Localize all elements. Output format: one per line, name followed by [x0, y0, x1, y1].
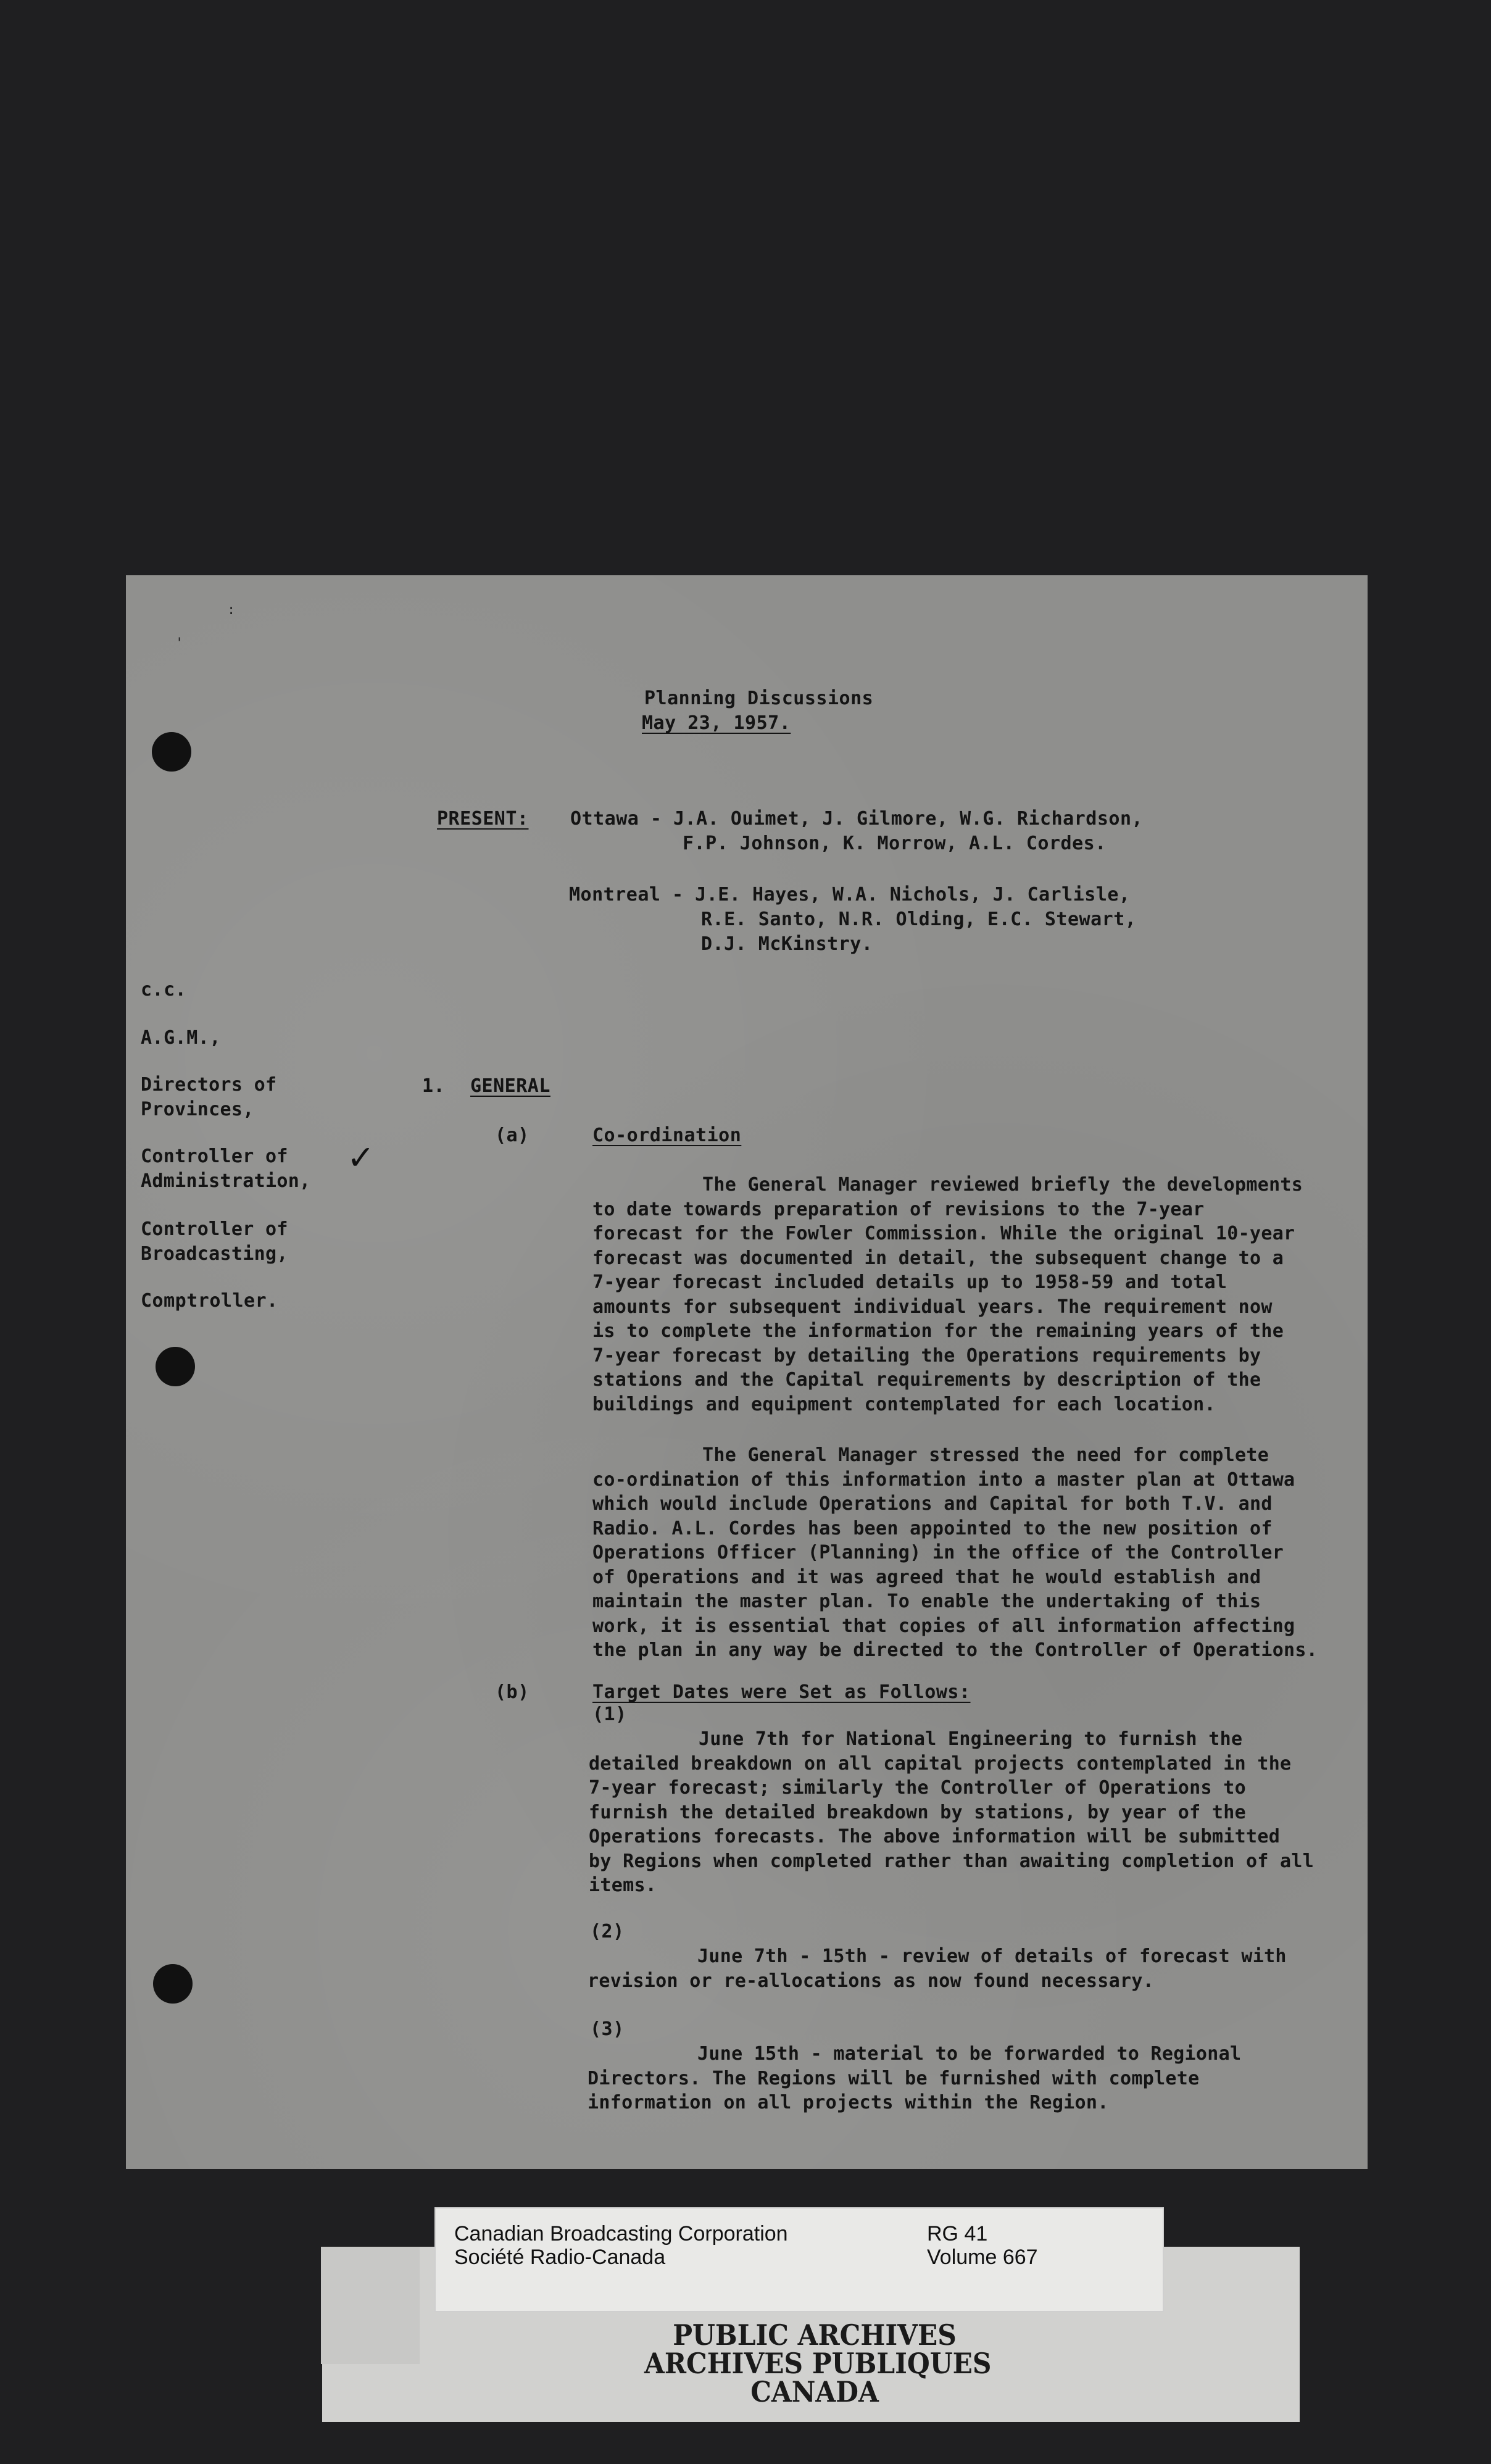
scan-mark: ' — [175, 636, 184, 651]
item-3-label: (3) — [590, 2018, 625, 2040]
ottawa-attendees-cont: F.P. Johnson, K. Morrow, A.L. Cordes. — [683, 833, 1107, 854]
cc-comptroller: Comptroller. — [141, 1290, 278, 1312]
stamp-line: ARCHIVES PUBLIQUES — [644, 2347, 992, 2380]
paragraph-coordination-2: The General Manager stressed the need for complete co-ordination of this information into a master plan at Ottawa which would include Operations and Capital for both T.V. and Radio. A.L. Cordes has been appointed to the new position of Operations Officer (Planning) in the office of the Controller of Operations and it was agreed that he would establish and maintain the master plan. To enable the undertaking of this work, it is essential that copies of all information affecting the plan in any way be directed to the Controller of Operations. — [592, 1444, 1318, 1661]
org-name-en: Canadian Broadcasting Corporation — [454, 2222, 788, 2245]
punch-hole — [156, 1347, 195, 1386]
paragraph-coordination-1: The General Manager reviewed briefly the developments to date towards preparation of revisions to the 7-year forecast for the Fowler Commission. While the original 10-year forecast was documented in detail, the subsequent change to a 7-year forecast included details up to 1958-59 and total amounts for subsequent individual years. The requirement now is to complete the information for the remaining years of the 7-year forecast by detailing the Operations requirements by stations and the Capital requirements by description of the buildings and equipment contemplated for each location. — [592, 1174, 1303, 1415]
subsection-a-title: Co-ordination — [592, 1125, 742, 1146]
stamp-line: CANADA — [750, 2375, 879, 2408]
montreal-attendees-cont: D.J. McKinstry. — [701, 933, 873, 955]
item-1-text: June 7th for National Engineering to furnish the detailed breakdown on all capital projects contemplated in the 7-year forecast; similarly the Controller of Operations to furnish the detailed breakdown by stations, by year of the Operations forecasts. The above information will be submitted by Regions when completed rather than awaiting completion of all items. — [589, 1728, 1314, 1896]
montreal-attendees: Montreal - J.E. Hayes, W.A. Nichols, J. Carlisle, — [569, 884, 1131, 905]
collection-label — [434, 2207, 1164, 2312]
cc-controller-administration: Controller of Administration, — [141, 1146, 311, 1192]
punch-hole — [153, 1964, 193, 2004]
item-1-label: (1) — [592, 1704, 627, 1725]
stamp-line: PUBLIC ARCHIVES — [673, 2318, 957, 2352]
punch-hole — [152, 732, 191, 772]
checkmark-icon: ✓ — [347, 1138, 375, 1177]
ottawa-attendees: Ottawa - J.A. Ouimet, J. Gilmore, W.G. Richardson, — [570, 808, 1144, 830]
archives-stamp — [644, 2318, 992, 2408]
scan-mark: : — [227, 602, 236, 618]
card-tab — [321, 2247, 420, 2364]
cc-label: c.c. — [141, 979, 187, 1001]
subsection-b-title: Target Dates were Set as Follows: — [592, 1681, 971, 1703]
section-title: GENERAL — [470, 1075, 550, 1097]
org-name-fr: Société Radio-Canada — [454, 2245, 666, 2269]
document-page — [126, 575, 1368, 2169]
subsection-a-label: (a) — [495, 1125, 530, 1146]
section-number: 1. — [422, 1075, 446, 1097]
subsection-b-label: (b) — [495, 1681, 530, 1703]
record-group: RG 41 — [927, 2222, 988, 2245]
document-title: Planning Discussions — [644, 688, 874, 709]
cc-controller-broadcasting: Controller of Broadcasting, — [141, 1218, 288, 1265]
item-2-label: (2) — [590, 1921, 625, 1942]
present-label: PRESENT: — [437, 808, 529, 830]
cc-directors: Directors of Provinces, — [141, 1074, 277, 1120]
volume-number: Volume 667 — [927, 2245, 1038, 2269]
document-date: May 23, 1957. — [642, 712, 791, 734]
montreal-attendees-cont: R.E. Santo, N.R. Olding, E.C. Stewart, — [701, 909, 1137, 930]
item-3-text: June 15th - material to be forwarded to Regional Directors. The Regions will be furnished with complete information on all projects within the Region. — [588, 2043, 1242, 2113]
item-2-text: June 7th - 15th - review of details of forecast with revision or re-allocations as now found necessary. — [588, 1946, 1287, 1992]
cc-agm: A.G.M., — [141, 1027, 221, 1049]
